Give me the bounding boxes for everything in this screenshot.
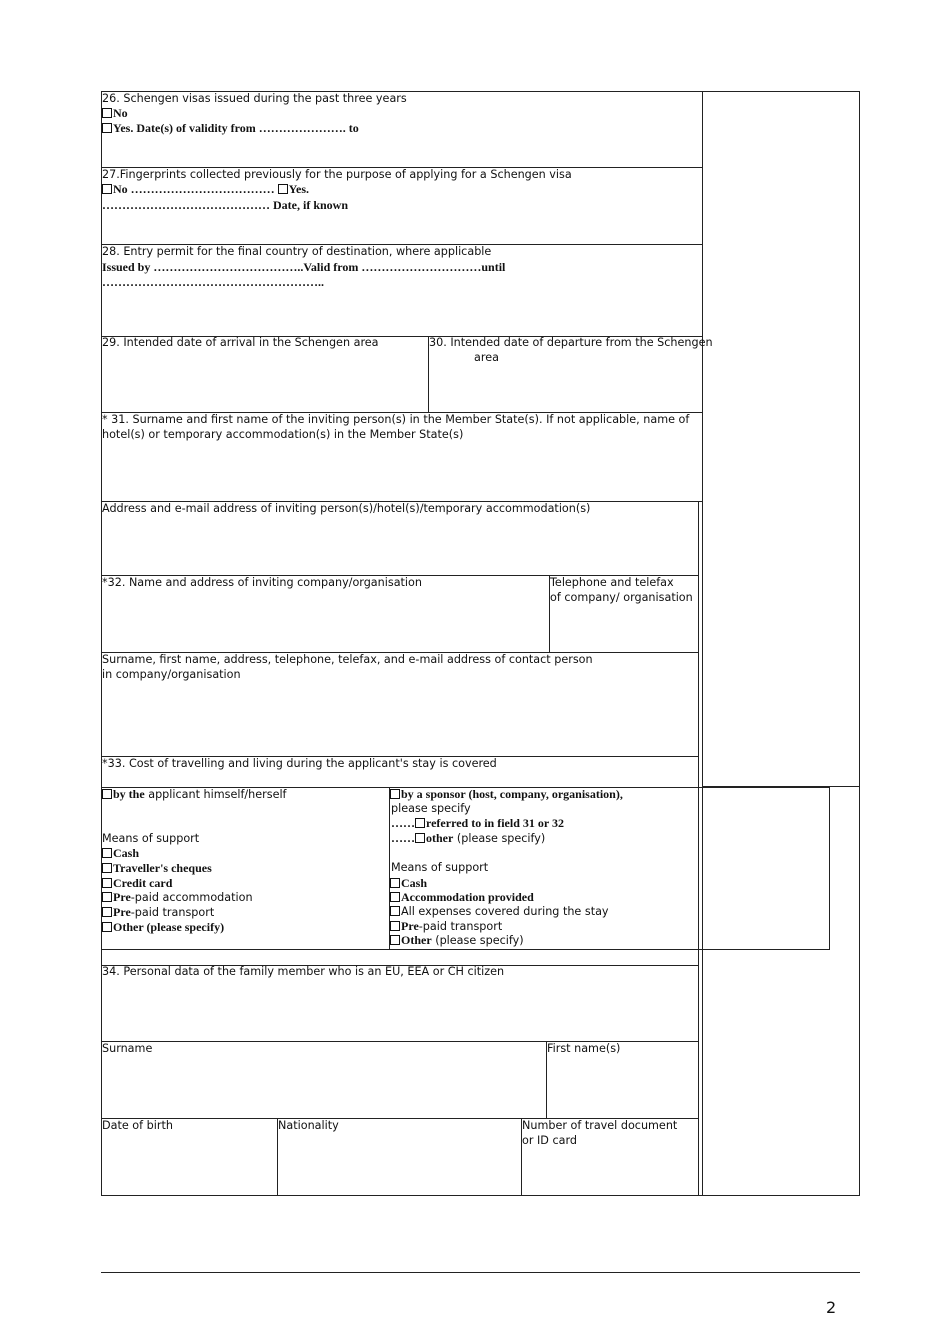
field-33-self-cheques-checkbox[interactable] (102, 863, 112, 873)
field-33-self-accom-checkbox[interactable] (102, 892, 112, 902)
field-33-self-card-checkbox[interactable] (102, 878, 112, 888)
field-33-referred-checkbox[interactable] (415, 818, 425, 828)
field-26-no-label: No (113, 106, 128, 120)
field-33-self-transport-row (102, 905, 214, 920)
field-32-phone-label-cont: of company/ organisation (550, 591, 693, 604)
field-28-issued-line: Issued by ………………………………..Valid from …………………………until (102, 260, 506, 274)
field-33-referred-row (391, 816, 564, 831)
field-29-label: 29. Intended date of arrival in the Schengen area (102, 336, 379, 349)
field-33-self-checkbox[interactable] (102, 789, 112, 799)
field-33-self-cash-row (102, 846, 139, 861)
field-33-self-other-row (102, 920, 224, 935)
field-26-yes-label: Yes. Date(s) of validity from …………………. to (113, 121, 359, 135)
field-26-yes-row (102, 121, 359, 136)
field-33-sponsor-accom-label: Accommodation provided (401, 890, 534, 904)
field-33-self-cash-label: Cash (113, 846, 140, 860)
field-33-referred-dots: …… (391, 816, 415, 830)
field-26-no-row (102, 106, 128, 121)
field-33-self-card-label: Credit card (113, 876, 173, 890)
field-33-sponsor-checkbox[interactable] (390, 789, 400, 799)
field-33-sponsor-other2-row (390, 933, 524, 948)
field-31-label: * 31. Surname and first name of the inviting person(s) in the Member State(s). If not applicable, name of (102, 413, 690, 426)
field-33-sponsor-other2-bold: Other (401, 933, 432, 947)
field-26-yes-checkbox[interactable] (102, 123, 112, 133)
field-33-self-cheques-row (102, 861, 212, 876)
field-33-sponsor-row (390, 787, 623, 802)
field-30-label-cont: area (474, 351, 499, 364)
field-33-sponsor-other2-label: (please specify) (431, 934, 524, 947)
field-31-label-cont: hotel(s) or temporary accommodation(s) in the Member State(s) (102, 428, 464, 441)
field-33-sponsor-cash-label: Cash (401, 876, 428, 890)
official-use-column-lower-right (859, 786, 860, 1196)
field-33-self-row (102, 787, 287, 802)
field-33-sponsor-cash-row (390, 876, 427, 891)
field-31-address-label: Address and e-mail address of inviting person(s)/hotel(s)/temporary accommodation(s) (102, 502, 591, 515)
field-33-self-transport-label: -paid transport (130, 906, 215, 919)
field-33-referred-label: referred to in field 31 or 32 (426, 816, 564, 830)
field-28-label: 28. Entry permit for the final country of destination, where applicable (102, 245, 492, 258)
field-34-surname-label: Surname (102, 1042, 153, 1055)
field-32-label: *32. Name and address of inviting company/organisation (102, 576, 422, 589)
field-33-self-cash-checkbox[interactable] (102, 848, 112, 858)
field-33-sponsor-all-checkbox[interactable] (390, 906, 400, 916)
official-use-column-lower-left (702, 949, 703, 1196)
official-use-column-upper (702, 91, 860, 787)
field-33-self-accom-row (102, 890, 253, 905)
field-33-sponsor-cash-checkbox[interactable] (390, 878, 400, 888)
field-33-sponsor-other-label: (please specify) (453, 832, 546, 845)
field-33-sponsor-transport-checkbox[interactable] (390, 921, 400, 931)
official-use-column-bottom (702, 1195, 860, 1196)
field-33-sponsor-accom-row (390, 890, 534, 905)
field-26-label: 26. Schengen visas issued during the past three years (102, 92, 407, 105)
field-26-no-checkbox[interactable] (102, 108, 112, 118)
field-33-label: *33. Cost of travelling and living during the applicant's stay is covered (102, 757, 497, 770)
field-33-sponsor-specify: please specify (391, 802, 471, 815)
field-27-label: 27.Fingerprints collected previously for the purpose of applying for a Schengen visa (102, 168, 572, 181)
field-30-label: 30. Intended date of departure from the Schengen (429, 336, 713, 349)
field-33-self-accom-bold: Pre (113, 890, 131, 904)
field-27-date-label: …………………………………… Date, if known (102, 198, 349, 212)
field-27-yes-label: Yes. (288, 182, 310, 196)
field-33-sponsor-all-label: All expenses covered during the stay (401, 905, 609, 918)
field-33-self-card-row (102, 876, 172, 891)
field-27-yes-checkbox[interactable] (278, 184, 288, 194)
field-33-sponsor-other-bold: other (426, 831, 454, 845)
field-33-sponsor-all-row (390, 904, 609, 919)
field-33-sponsor-transport-bold: Pre (401, 919, 419, 933)
field-33-self-other-label: Other (please specify) (113, 920, 225, 934)
field-33-sponsor-means-label: Means of support (391, 861, 489, 874)
field-33-self-transport-bold: Pre (113, 905, 131, 919)
field-34-nationality-label: Nationality (278, 1119, 339, 1132)
field-32-contact-label: Surname, first name, address, telephone, telefax, and e-mail address of contact person (102, 653, 593, 666)
field-33-self-means-label: Means of support (102, 832, 200, 845)
field-33-sponsor-other-checkbox[interactable] (415, 833, 425, 843)
field-33-sponsor-label: by a sponsor (host, company, organisation), (401, 787, 623, 801)
field-33-sponsor-other-dots: …… (391, 831, 415, 845)
field-33-self-label: applicant himself/herself (144, 788, 287, 801)
field-33-sponsor-transport-row (390, 919, 502, 934)
field-32-phone-label: Telephone and telefax (550, 576, 674, 589)
footer-rule (101, 1272, 860, 1273)
field-33-self-cheques-label: Traveller's cheques (113, 861, 212, 875)
field-33-self-other-checkbox[interactable] (102, 922, 112, 932)
field-33-self-transport-checkbox[interactable] (102, 907, 112, 917)
field-34-dob-label: Date of birth (102, 1119, 173, 1132)
page-number: 2 (826, 1298, 837, 1317)
field-34-document-label: Number of travel document (522, 1119, 678, 1132)
field-27-no-checkbox[interactable] (102, 184, 112, 194)
field-33-sponsor-other-row (391, 831, 545, 846)
field-33-self-label-bold: by the (113, 787, 145, 801)
field-33-sponsor-accom-checkbox[interactable] (390, 892, 400, 902)
field-27-no-label: No ……………………………… (113, 182, 275, 196)
field-34-label: 34. Personal data of the family member who is an EU, EEA or CH citizen (102, 965, 505, 978)
field-27-options-row (102, 182, 309, 197)
field-28-dots-line: ……………………………………………….. (102, 275, 324, 289)
field-33-sponsor-other2-checkbox[interactable] (390, 935, 400, 945)
field-34-document-label-cont: or ID card (522, 1134, 577, 1147)
field-33-self-accom-label: -paid accommodation (130, 891, 253, 904)
field-32-contact-label-cont: in company/organisation (102, 668, 241, 681)
field-33-sponsor-transport-label: -paid transport (418, 920, 503, 933)
field-34-firstname-label: First name(s) (547, 1042, 621, 1055)
